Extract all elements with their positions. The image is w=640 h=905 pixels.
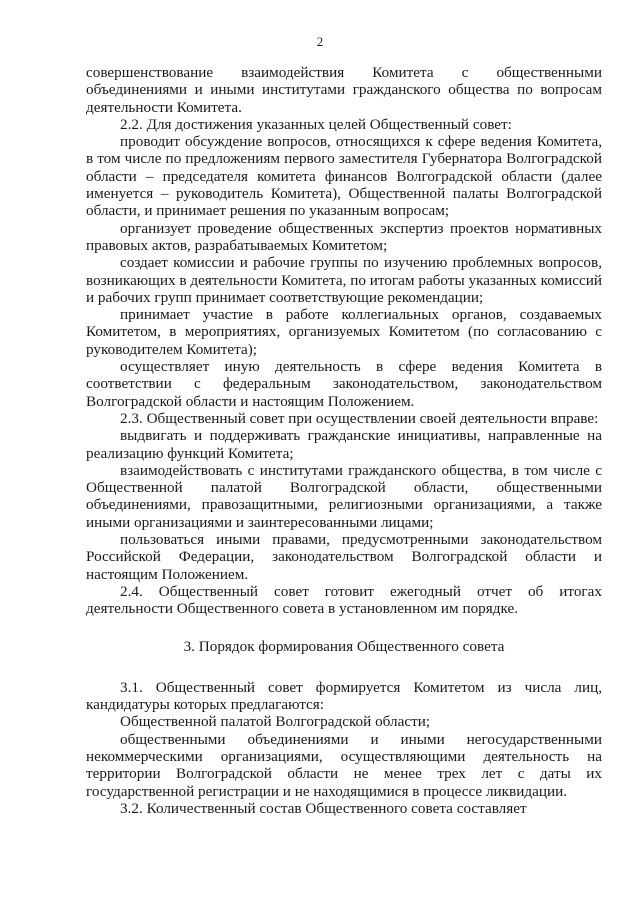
paragraph: 2.3. Общественный совет при осуществлении своей деятельности вправе: bbox=[120, 409, 599, 427]
paragraph: совершенствование взаимодействия Комитета с общественными объединениями и иными институтами гражданского общества по вопросам деятельности Комитета. bbox=[86, 64, 602, 116]
paragraph: 3.2. Количественный состав Общественного совета составляет bbox=[120, 799, 527, 817]
paragraph: организует проведение общественных экспертиз проектов нормативных правовых актов, разрабатываемых Комитетом; bbox=[86, 219, 602, 254]
section-heading: 3. Порядок формирования Общественного совета bbox=[183, 637, 505, 655]
paragraph: общественными объединениями и иными негосударственными некоммерческими организациями, осуществляющими деятельность на территории Волгоградской области не менее трех лет с даты их государственной регистрации и не находящимися в процессе ликвидации. bbox=[86, 730, 602, 800]
paragraph: создает комиссии и рабочие группы по изучению проблемных вопросов, возникающих в деятельности Комитета, по итогам работы указанных комиссий и рабочих групп принимает соответствующие рекомендации; bbox=[86, 254, 602, 306]
paragraph: выдвигать и поддерживать гражданские инициативы, направленные на реализацию функций Комитета; bbox=[86, 427, 602, 462]
paragraph: осуществляет иную деятельность в сфере ведения Комитета в соответствии с федеральным законодательством, законодательством Волгоградской области и настоящим Положением. bbox=[86, 358, 602, 410]
section-2-text bbox=[86, 64, 602, 618]
paragraph: принимает участие в работе коллегиальных органов, создаваемых Комитетом, в мероприятиях, организуемых Комитетом (по согласованию с руководителем Комитета); bbox=[86, 306, 602, 358]
document-body bbox=[86, 64, 602, 817]
paragraph: пользоваться иными правами, предусмотренными законодательством Российской Федерации, законодательством Волгоградской области и настоящим Положением. bbox=[86, 531, 602, 583]
paragraph: проводит обсуждение вопросов, относящихся к сфере ведения Комитета, в том числе по предложениям первого заместителя Губернатора Волгоградской области – председателя комитета финансов Волгоградской области (далее именуется – руководитель Комитета), Общественной палаты Волгоградской области, и принимает решения по указанным вопросам; bbox=[86, 133, 602, 220]
paragraph: 3.1. Общественный совет формируется Комитетом из числа лиц, кандидатуры которых предлагаются: bbox=[86, 678, 602, 714]
paragraph: взаимодействовать с институтами гражданского общества, в том числе с Общественной палатой Волгоградской области, общественными объединениями, правозащитными, религиозными организациями, а также иными организациями и заинтересованными лицами; bbox=[86, 461, 602, 531]
paragraph: 2.4. Общественный совет готовит ежегодный отчет об итогах деятельности Общественного совета в установленном им порядке. bbox=[86, 582, 602, 618]
section-3-text bbox=[86, 679, 602, 817]
paragraph: Общественной палатой Волгоградской области; bbox=[120, 713, 431, 731]
page-number: 2 bbox=[316, 34, 324, 49]
paragraph: 2.2. Для достижения указанных целей Общественный совет: bbox=[120, 115, 512, 133]
